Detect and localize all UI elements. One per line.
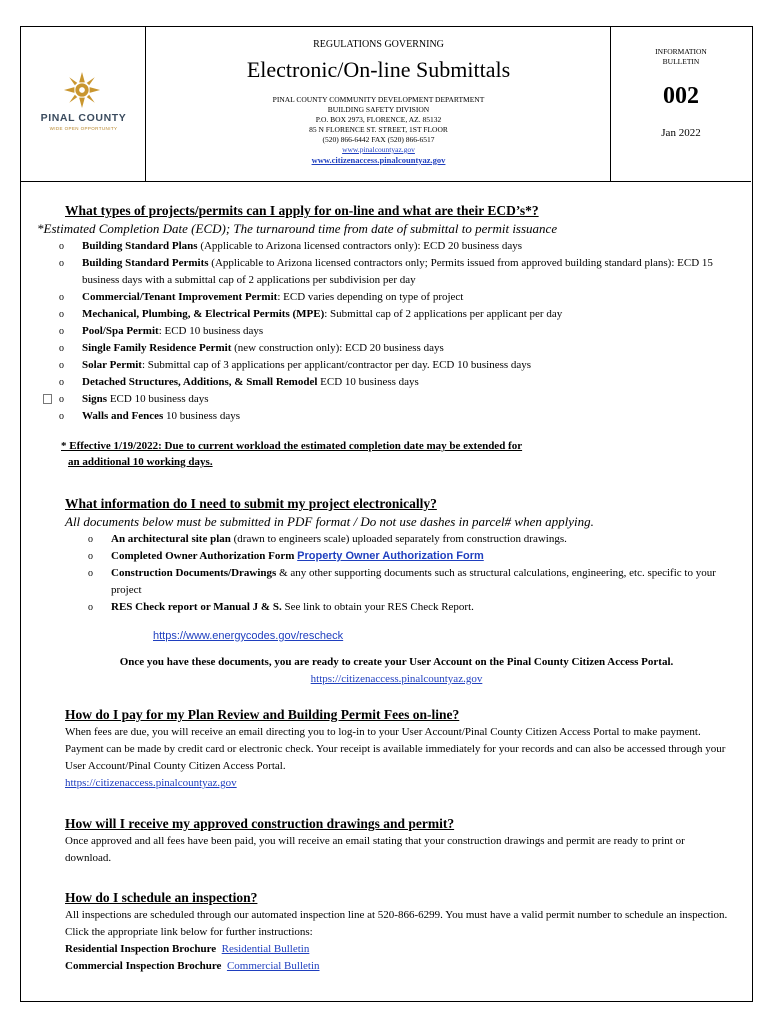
section2-heading: What information do I need to submit my project electronically? [65, 496, 437, 511]
list-item: o RES Check report or Manual J & S. See link to obtain your RES Check Report. [88, 599, 730, 616]
section5-heading: How do I schedule an inspection? [65, 890, 258, 905]
residential-bulletin-link[interactable]: Residential Bulletin [221, 943, 310, 955]
notice-line: an additional 10 working days. [68, 456, 213, 468]
section2-subheading: All documents below must be submitted in PDF format / Do not use dashes in parcel# when applying. [65, 514, 594, 529]
list-item: o Construction Documents/Drawings & any other supporting documents such as structural calculations, engineering, etc. specific to your project [88, 565, 730, 599]
section3-body: When fees are due, you will receive an email directing you to log-in to your User Account/Pinal County Citizen Access Portal to make payment. Payment can be made by credit card or electronic check. Your receipt is available immediately for your records and can also be accessed through your User Account/Pinal County Citizen Access Portal. [65, 726, 726, 772]
dept-line: 85 N FLORENCE ST. STREET, 1ST FLOOR [309, 125, 448, 134]
document-title: Electronic/On-line Submittals [246, 57, 511, 82]
section3-heading: How do I pay for my Plan Review and Building Permit Fees on-line? [65, 707, 460, 722]
portal-link[interactable]: https://citizenaccess.pinalcountyaz.gov [310, 673, 483, 685]
notice-line: * Effective 1/19/2022: Due to current workload the estimated completion date may be extended for [61, 440, 523, 452]
regulations-governing: REGULATIONS GOVERNING [313, 39, 444, 50]
citizen-access-link[interactable]: www.citizenaccess.pinalcountyaz.gov [311, 155, 446, 165]
info-bulletin-line: INFORMATION [655, 47, 707, 56]
dept-line: BUILDING SAFETY DIVISION [327, 105, 430, 114]
list-item: o An architectural site plan (drawn to engineers scale) uploaded separately from construction drawings. [88, 531, 730, 548]
logo-cell [21, 27, 146, 182]
checkbox-icon[interactable] [43, 394, 52, 404]
information-bulletin-label [611, 47, 751, 67]
dept-line: (520) 866-6442 FAX (520) 866-6517 [322, 135, 435, 144]
list-item: o Pool/Spa Permit: ECD 10 business days [59, 323, 730, 340]
bulletin-info-cell [611, 27, 751, 182]
logo-tagline: WIDE OPEN OPPORTUNITY [49, 126, 118, 131]
info-bulletin-line: BULLETIN [662, 57, 700, 66]
owner-authorization-form-link[interactable]: Property Owner Authorization Form [297, 550, 484, 562]
list-item: o Mechanical, Plumbing, & Electrical Permits (MPE): Submittal cap of 2 applications per applicant per day [59, 306, 730, 323]
section4-heading: How will I receive my approved construction drawings and permit? [65, 816, 455, 831]
list-item: o Solar Permit: Submittal cap of 3 applications per applicant/contractor per day. ECD 10 business days [59, 357, 730, 374]
department-address [146, 95, 611, 166]
dept-line: P.O. BOX 2973, FLORENCE, AZ. 85132 [315, 115, 442, 124]
list-item: o Completed Owner Authorization Form Property Owner Authorization Form [88, 548, 730, 565]
header-center [146, 27, 611, 182]
commercial-brochure-row: Commercial Inspection Brochure Commercial Bulletin [65, 960, 320, 972]
dept-line: PINAL COUNTY COMMUNITY DEVELOPMENT DEPARTMENT [272, 95, 485, 104]
bulletin-header [21, 27, 751, 182]
list-item: o Signs ECD 10 business days [59, 391, 730, 408]
list-item: o Building Standard Permits (Applicable to Arizona licensed contractors only; Permits issued from approved building standard plans): ECD 15 business days with a submittal cap of 2 applications per subdivision per day [59, 255, 730, 289]
payment-portal-link[interactable]: https://citizenaccess.pinalcountyaz.gov [65, 777, 237, 789]
ready-to-create-account: Once you have these documents, you are ready to create your User Account on the Pinal County Citizen Access Portal. [119, 656, 674, 668]
section1-subheading: *Estimated Completion Date (ECD); The turnaround time from date of submittal to permit issuance [37, 221, 558, 236]
list-item: o Single Family Residence Permit (new construction only): ECD 20 business days [59, 340, 730, 357]
permit-type-list [59, 238, 730, 425]
section5-body: All inspections are scheduled through our automated inspection line at 520-866-6299. You must have a valid permit number to schedule an inspection. Click the appropriate link below for further instructions: [65, 909, 728, 938]
website-link[interactable]: www.pinalcountyaz.gov [342, 145, 415, 154]
bulletin-content [37, 202, 730, 975]
rescheck-link[interactable]: https://www.energycodes.gov/rescheck [153, 630, 344, 642]
pinal-county-sun-logo-icon [63, 71, 101, 109]
workload-notice [61, 438, 730, 470]
list-item: o Walls and Fences 10 business days [59, 408, 730, 425]
list-item: o Building Standard Plans (Applicable to Arizona licensed contractors only): ECD 20 business days [59, 238, 730, 255]
section1-heading: What types of projects/permits can I apply for on-line and what are their ECD’s*? [65, 203, 539, 218]
section4-body: Once approved and all fees have been paid, you will receive an email stating that your construction drawings and permit are ready to print or download. [65, 835, 685, 864]
bulletin-date: Jan 2022 [661, 127, 701, 139]
residential-brochure-row: Residential Inspection Brochure Residential Bulletin [65, 943, 310, 955]
logo-name: PINAL COUNTY [40, 112, 127, 124]
required-documents-list [88, 531, 730, 616]
bulletin-number: 002 [663, 83, 699, 109]
list-item: o Detached Structures, Additions, & Small Remodel ECD 10 business days [59, 374, 730, 391]
commercial-bulletin-link[interactable]: Commercial Bulletin [226, 960, 320, 972]
list-item: o Commercial/Tenant Improvement Permit: ECD varies depending on type of project [59, 289, 730, 306]
